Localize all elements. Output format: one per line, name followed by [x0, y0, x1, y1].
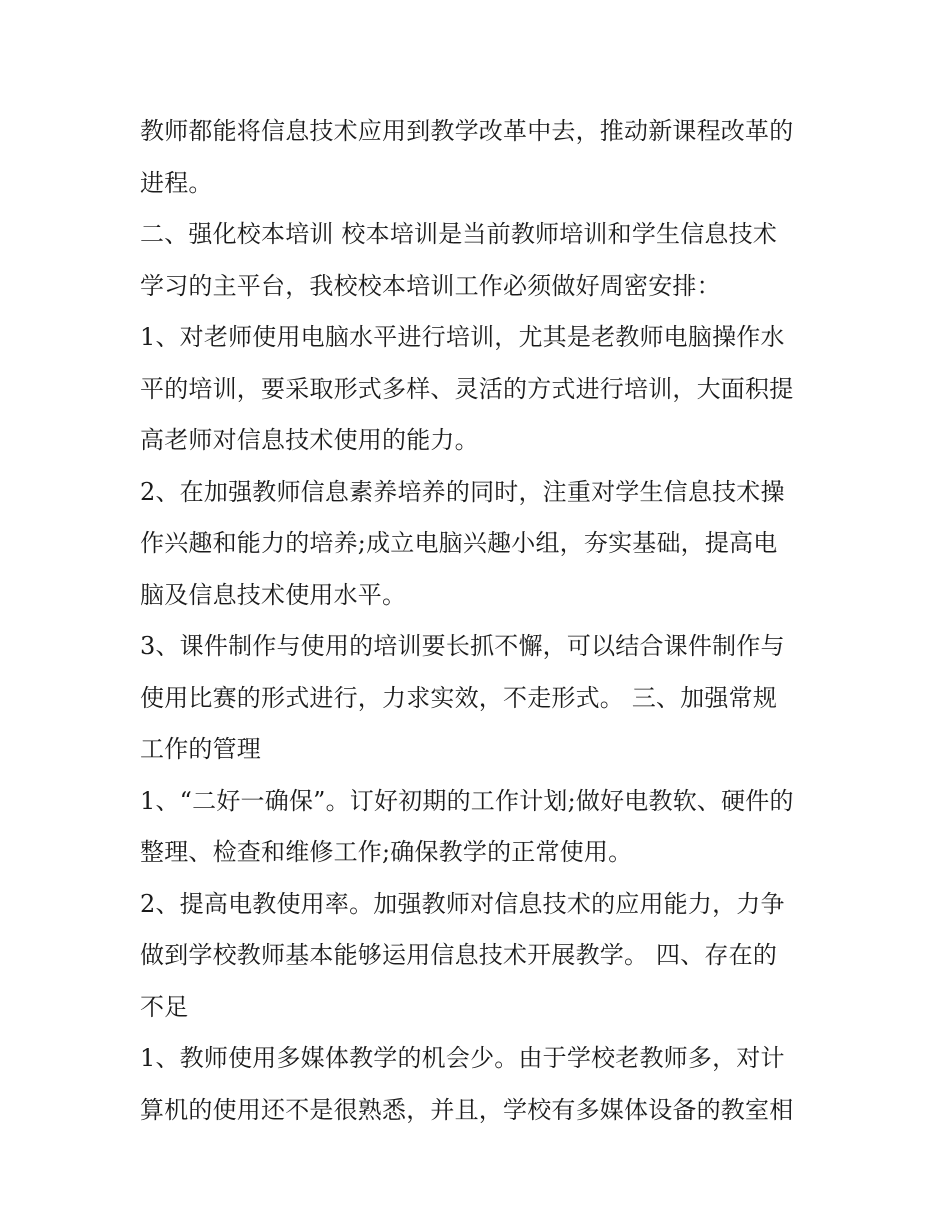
text-line: 脑及信息技术使用水平。: [140, 580, 407, 609]
text-line: 做到学校教师基本能够运用信息技术开展教学。 四、存在的: [140, 941, 778, 969]
text-line: 使用比赛的形式进行，力求实效，不走形式。 三、加强常规: [140, 683, 778, 712]
text-line: 工作的管理: [140, 735, 261, 763]
text-line: 进程。: [140, 168, 213, 197]
text-line: 教师都能将信息技术应用到教学改革中去，推动新课程改革的: [140, 117, 794, 145]
text-line: 1、对老师使用电脑水平进行培训，尤其是老教师电脑操作水: [140, 323, 785, 351]
text-line: 3、课件制作与使用的培训要长抓不懈，可以结合课件制作与: [140, 632, 785, 660]
text-line: 1、“二好一确保”。订好初期的工作计划;做好电教软、硬件的: [140, 786, 794, 815]
text-line: 2、提高电教使用率。加强教师对信息技术的应用能力，力争: [140, 889, 785, 918]
text-line: 算机的使用还不是很熟悉，并且，学校有多媒体设备的教室相: [140, 1095, 794, 1124]
text-line: 高老师对信息技术使用的能力。: [140, 426, 479, 454]
text-line: 平的培训，要采取形式多样、灵活的方式进行培训，大面积提: [140, 374, 794, 403]
text-line: 作兴趣和能力的培养;成立电脑兴趣小组，夯实基础，提高电: [140, 529, 778, 557]
body-text: [140, 106, 830, 1136]
text-line: 不足: [140, 992, 189, 1021]
text-line: 整理、检查和维修工作;确保教学的正常使用。: [140, 838, 633, 866]
text-line: 二、强化校本培训 校本培训是当前教师培训和学生信息技术: [140, 220, 778, 248]
text-line: 2、在加强教师信息素养培养的同时，注重对学生信息技术操: [140, 477, 785, 506]
text-line: 学习的主平台，我校校本培训工作必须做好周密安排：: [140, 271, 721, 300]
text-line: 1、教师使用多媒体教学的机会少。由于学校老教师多，对计: [140, 1044, 785, 1072]
